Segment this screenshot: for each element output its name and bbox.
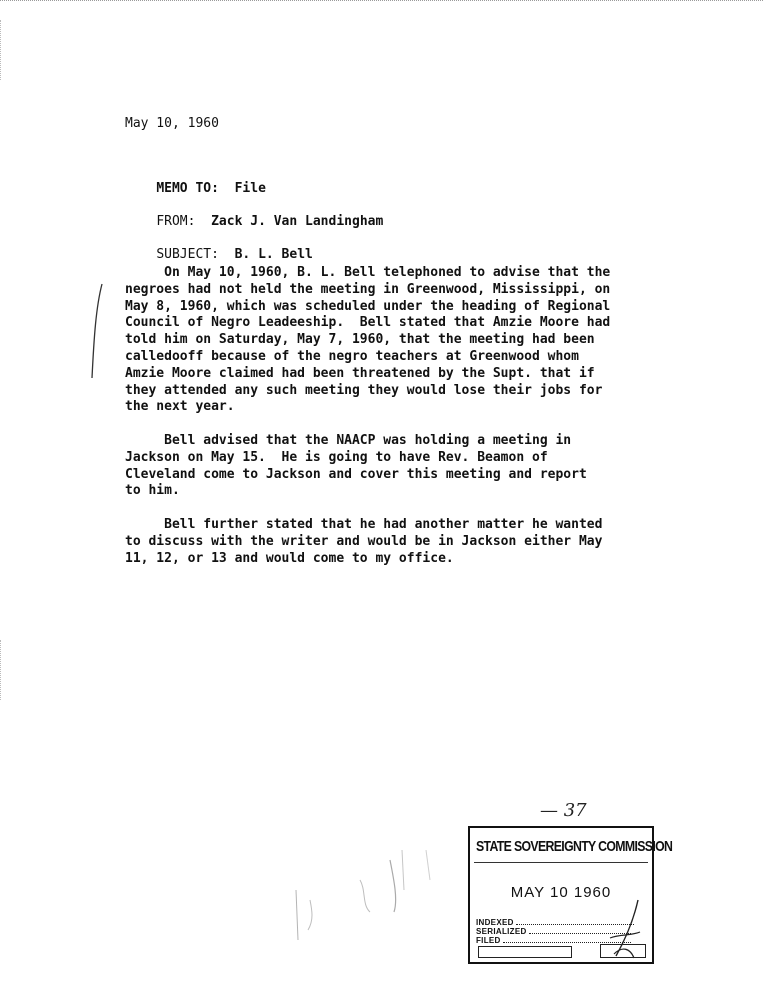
paragraph-line: May 8, 1960, which was scheduled under the heading of Regional <box>125 298 611 314</box>
paragraph-line: Bell advised that the NAACP was holding a meeting in <box>125 433 572 448</box>
memo-to-label: MEMO TO: <box>156 181 219 196</box>
paragraph-line: they attended any such meeting they would lose their jobs for <box>125 382 603 398</box>
paragraph-line: negroes had not held the meeting in Greenwood, Mississippi, on <box>125 281 611 297</box>
from-label: FROM: <box>156 214 196 229</box>
stamp-date: MAY 10 1960 <box>510 884 612 901</box>
paragraph-line: On May 10, 1960, B. L. Bell telephoned to advise that the <box>125 265 611 280</box>
paragraph-line: Cleveland come to Jackson and cover this meeting and report <box>125 466 587 482</box>
scan-edge-dots-left <box>0 20 7 80</box>
memo-to-value: File <box>234 181 266 196</box>
memo-paragraph-2 <box>125 433 695 500</box>
subject-value: B. L. Bell <box>234 247 313 262</box>
paragraph-line: Bell further stated that he had another matter he wanted <box>125 517 603 532</box>
margin-pencil-mark <box>88 282 108 382</box>
paragraph-line: 11, 12, or 13 and would come to my office. <box>125 550 454 566</box>
stamp-filed-label: FILED <box>476 936 501 945</box>
paragraph-line: the next year. <box>125 399 235 415</box>
memo-paragraph-3 <box>125 517 695 567</box>
stamp-box-left <box>478 946 572 958</box>
paragraph-line: to discuss with the writer and would be in Jackson either May <box>125 533 603 549</box>
bleed-through-marks <box>290 850 440 950</box>
stamp-divider <box>474 862 648 863</box>
stamp-title: STATE SOVEREIGNTY COMMISSION <box>476 838 673 855</box>
paragraph-line: Council of Negro Leadeeship. Bell stated that Amzie Moore had <box>125 315 611 331</box>
handwritten-initials-mark <box>590 898 652 964</box>
scan-edge-dots <box>0 0 763 5</box>
paragraph-line: Jackson on May 15. He is going to have Rev. Beamon of <box>125 449 548 465</box>
from-value: Zack J. Van Landingham <box>211 214 384 229</box>
subject-label: SUBJECT: <box>156 247 219 262</box>
stamp-indexed-label: INDEXED <box>476 918 514 927</box>
memo-paragraph-1 <box>125 265 695 416</box>
commission-stamp <box>468 826 673 964</box>
memo-date: May 10, 1960 <box>125 116 219 131</box>
stamp-serialized-label: SERIALIZED <box>476 927 527 936</box>
paragraph-line: told him on Saturday, May 7, 1960, that the meeting had been <box>125 332 595 348</box>
paragraph-line: Amzie Moore claimed had been threatened by the Supt. that if <box>125 365 595 381</box>
paragraph-line: calledooff because of the negro teachers at Greenwood whom <box>125 348 579 364</box>
scan-edge-dots-left-lower <box>0 640 7 700</box>
paragraph-line: to him. <box>125 483 180 499</box>
handwritten-serial-number: — 37 <box>540 800 587 821</box>
